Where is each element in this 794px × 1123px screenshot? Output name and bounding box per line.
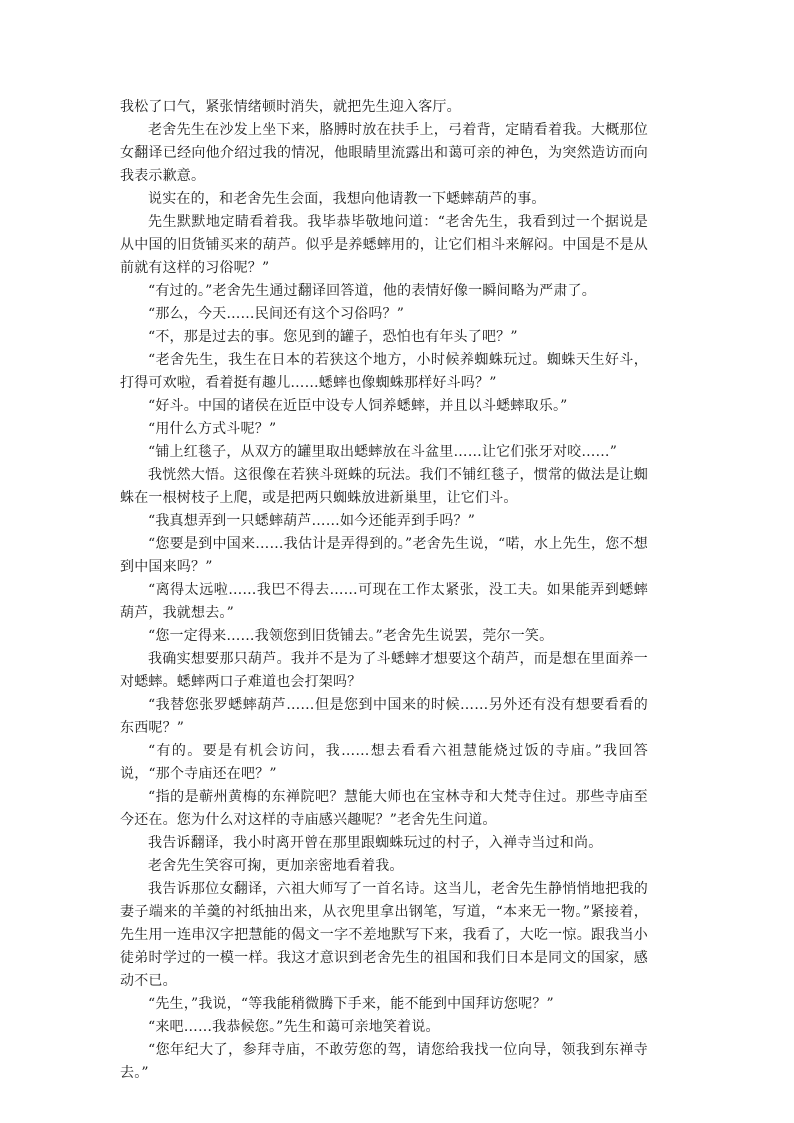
paragraph: “铺上红毯子，从双方的罐里取出蟋蟀放在斗盆里……让它们张牙对咬……”: [148, 444, 618, 460]
paragraph: “有过的。”老舍先生通过翻译回答道，他的表情好像一瞬间略为严肃了。: [148, 283, 596, 299]
paragraph: “不，那是过去的事。您见到的罐子，恐怕也有年头了吧？”: [148, 329, 518, 345]
paragraph: “您年纪大了，参拜寺庙，不敢劳您的驾，请您给我找一位向导，领我到东禅寺去。”: [120, 1042, 648, 1081]
paragraph: 我松了口气，紧张情绪顿时消失，就把先生迎入客厅。: [120, 99, 461, 115]
paragraph: “老舍先生，我生在日本的若狭这个地方，小时候养蜘蛛玩过。蜘蛛天生好斗，打得可欢啦，看着挺有趣儿……蟋蟀也像蜘蛛那样好斗吗？”: [120, 352, 648, 391]
paragraph: “指的是蕲州黄梅的东禅院吧？慧能大师也在宝林寺和大梵寺住过。那些寺庙至今还在。您为什么对这样的寺庙感兴趣呢？”老舍先生问道。: [120, 789, 648, 828]
paragraph: “我真想弄到一只蟋蟀葫芦……如今还能弄到手吗？”: [148, 513, 476, 529]
paragraph: 老舍先生笑容可掬，更加亲密地看着我。: [148, 858, 404, 874]
paragraph: “有的。要是有机会访问，我……想去看看六祖慧能烧过饭的寺庙。”我回答说，“那个寺庙还在吧？”: [120, 743, 648, 782]
paragraph: “先生，”我说，“等我能稍微腾下手来，能不能到中国拜访您呢？”: [148, 996, 554, 1012]
paragraph: “您要是到中国来……我估计是弄得到的。”老舍先生说，“喏，水上先生，您不想到中国来吗？”: [120, 536, 648, 575]
paragraph: “离得太远啦……我巴不得去……可现在工作太紧张，没工夫。如果能弄到蟋蟀葫芦，我就想去。”: [120, 582, 648, 621]
paragraph: “好斗。中国的诸侯在近臣中设专人饲养蟋蟀，并且以斗蟋蟀取乐。”: [148, 398, 568, 414]
paragraph: 我恍然大悟。这很像在若狭斗斑蛛的玩法。我们不铺红毯子，惯常的做法是让蜘蛛在一根树枝子上爬，或是把两只蜘蛛放进新巢里，让它们斗。: [120, 467, 648, 506]
article-body: [120, 96, 648, 1085]
paragraph: 说实在的，和老舍先生会面，我想向他请教一下蟋蟀葫芦的事。: [148, 191, 546, 207]
paragraph: “您一定得来……我领您到旧货铺去。”老舍先生说罢，莞尔一笑。: [148, 628, 554, 644]
paragraph: 老舍先生在沙发上坐下来，胳膊时放在扶手上，弓着背，定睛看着我。大概那位女翻译已经向他介绍过我的情况，他眼睛里流露出和蔼可亲的神色，为突然造访而向我表示歉意。: [120, 122, 648, 184]
paragraph: 我告诉翻译，我小时离开曾在那里跟蜘蛛玩过的村子，入禅寺当过和尚。: [148, 835, 603, 851]
paragraph: “我替您张罗蟋蟀葫芦……但是您到中国来的时候……另外还有没有想要看看的东西呢？”: [120, 697, 648, 736]
paragraph: 我告诉那位女翻译，六祖大师写了一首名诗。这当儿，老舍先生静悄悄地把我的妻子端来的羊羹的衬纸抽出来，从衣兜里拿出钢笔，写道，“本来无一物。”紧接着，先生用一连串汉字把慧能的偈文一字不差地默写下来，我看了，大吃一惊。跟我当小徒弟时学过的一模一样。我这才意识到老舍先生的祖国和我们日本是同文的国家，感动不已。: [120, 881, 648, 989]
paragraph: 先生默默地定睛看着我。我毕恭毕敬地问道：“老舍先生，我看到过一个据说是从中国的旧货铺买来的葫芦。似乎是养蟋蟀用的，让它们相斗来解闷。中国是不是从前就有这样的习俗呢？”: [120, 214, 648, 276]
paragraph: “来吧……我恭候您。”先生和蔼可亲地笑着说。: [148, 1019, 440, 1035]
paragraph: 我确实想要那只葫芦。我并不是为了斗蟋蟀才想要这个葫芦，而是想在里面养一对蟋蟀。蟋蟀两口子难道也会打架吗？: [120, 651, 648, 690]
paragraph: “用什么方式斗呢？”: [148, 421, 277, 437]
paragraph: “那么，今天……民间还有这个习俗吗？”: [148, 306, 405, 322]
